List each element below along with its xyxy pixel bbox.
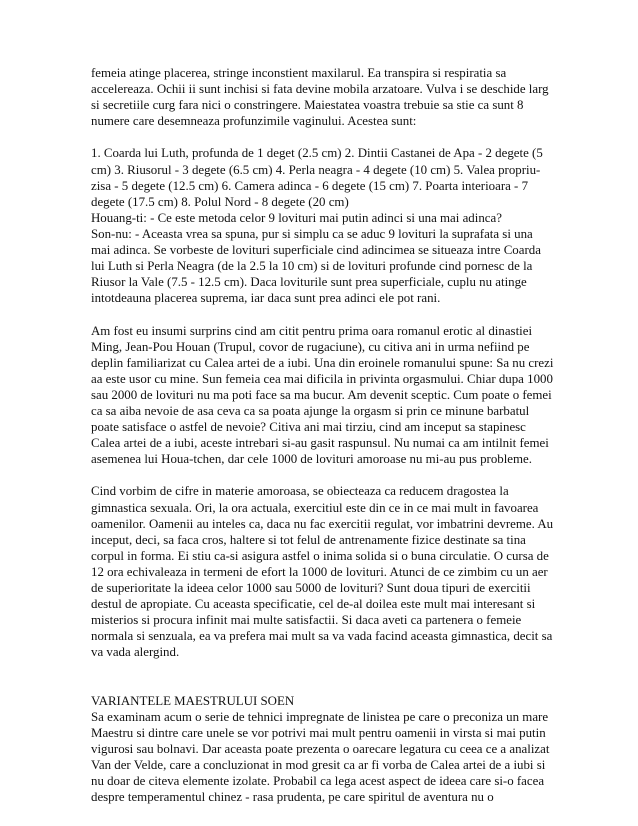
text-line: Maestru si dintre care unele se vor potrivi mai mult pentru oamenii in virsta si mai putin bbox=[91, 725, 546, 740]
text-line: de superioritate la ideea celor 1000 sau 5000 de lovituri? Sunt doua tipuri de exercitii bbox=[91, 581, 531, 595]
text-line: Riusor la Vale (7.5 - 12.5 cm). Daca loviturile sunt prea superficiale, cuplu nu atinge bbox=[91, 275, 527, 290]
text-line: sau 2000 de lovituri nu ma poti face sa ma bucur. Am devenit sceptic. Cum poate o femei bbox=[91, 387, 552, 402]
text-line: oamenilor. Oamenii au inteles ca, daca nu fac exercitii regulat, vor imbatrini devreme. Au bbox=[91, 516, 554, 531]
text-line: ca sa aiba nevoie de asa ceva ca sa poata ajunge la orgasm si prin ce minune barbatul bbox=[91, 403, 530, 418]
text-line: Son-nu: - Aceasta vrea sa spuna, pur si simplu ca se aduc 9 lovituri la suprafata si una bbox=[91, 226, 533, 241]
text-line: accelereaza. Ochii ii sunt inchisi si fata devine mobila arzatoare. Vulva i se deschide larg bbox=[91, 82, 549, 97]
text-line: intotdeauna placerea suprema, iar daca sunt prea adinci ele pot rani. bbox=[91, 291, 441, 306]
text-line: misterios si procura infinit mai multe satisfactii. Si daca aveti ca partenera o femeie bbox=[91, 613, 522, 628]
text-line: 12 ora echivaleaza in termeni de efort la 1000 de lovituri. Atunci de ce zimbim cu un aer bbox=[91, 564, 548, 579]
text-line: mai adinca. Se vorbeste de lovituri superficiale cind adincimea se situeaza intre Coarda bbox=[91, 243, 541, 258]
text-line: Van der Velde, care a concluzionat in mod gresit ca ar fi vorba de Calea artei de a iubi si bbox=[91, 758, 546, 773]
paragraph-soen-variants bbox=[91, 709, 551, 806]
section-spacer bbox=[91, 660, 551, 692]
text-line: Am fost eu insumi surprins cind am citit pentru prima oara romanul erotic al dinastiei bbox=[91, 323, 533, 338]
text-line: cm) 3. Riusorul - 3 degete (6.5 cm) 4. Perla neagra - 4 degete (10 cm) 5. Valea propriu- bbox=[91, 162, 541, 177]
text-line: lui Luth si Perla Neagra (de la 2.5 la 10 cm) si de lovituri profunde cind pornesc de la bbox=[91, 259, 533, 274]
text-line: despre temperamentul chinez - rasa prudenta, pe care spiritul de aventura nu o bbox=[91, 790, 494, 805]
text-line: aa este usor cu mine. Sun femeia cea mai dificila in privinta orgasmului. Chiar dupa 1000 bbox=[91, 371, 553, 386]
text-line: zisa - 5 degete (12.5 cm) 6. Camera adinca - 6 degete (15 cm) 7. Poarta interioara - 7 bbox=[91, 178, 529, 193]
text-line: poate satisface o astfel de nevoie? Citiva ani mai tirziu, cind am inceput sa stapinesc bbox=[91, 420, 526, 435]
text-line: Cind vorbim de cifre in materie amoroasa, se obiecteaza ca reducem dragostea la bbox=[91, 484, 509, 499]
text-line: numere care desemneaza profunzimile vaginului. Acestea sunt: bbox=[91, 114, 417, 129]
text-line: asemenea lui Houa-tchen, dar cele 1000 de lovituri amoroase nu mi-au pus probleme. bbox=[91, 452, 532, 467]
text-line: Sa examinam acum o serie de tehnici impregnate de linistea pe care o preconiza un mare bbox=[91, 709, 549, 724]
paragraph-spacer bbox=[91, 467, 551, 483]
text-line: inceput, deci, sa faca cros, haltere si tot felul de antrenamente fizice destinate sa tina bbox=[91, 532, 526, 547]
paragraph-spacer bbox=[91, 306, 551, 322]
text-line: Ming, Jean-Pou Houan (Trupul, covor de rugaciune), cu citiva ani in urma nefiind pe bbox=[91, 339, 530, 354]
text-line: vigurosi sau bolnavi. Dar aceasta poate prezenta o oarecare legatura cu ceea ce a analizat bbox=[91, 741, 550, 756]
text-line: degete (17.5 cm) 8. Polul Nord - 8 degete (20 cm) bbox=[91, 194, 349, 209]
text-line: normala si senzuala, ea va prefera mai mult sa va vada facind aceasta gimnastica, decit sa bbox=[91, 629, 553, 644]
document-body bbox=[91, 65, 554, 805]
text-line: Calea artei de a iubi, aceste intrebari si-au gasit raspunsul. Nu numai ca am intilnit femei bbox=[91, 436, 549, 451]
paragraph-ming-novel bbox=[91, 323, 554, 468]
paragraph-exercise bbox=[91, 483, 554, 660]
section-heading: VARIANTELE MAESTRULUI SOEN bbox=[91, 693, 295, 708]
text-line: va vada alergind. bbox=[91, 645, 180, 660]
text-line: deplin familiarizat cu Calea artei de a iubi. Una din eroinele romanului spune: Sa nu crezi bbox=[91, 355, 554, 370]
paragraph-spacer bbox=[91, 129, 551, 145]
text-line: Houang-ti: - Ce este metoda celor 9 lovituri mai putin adinci si una mai adinca? bbox=[91, 210, 502, 225]
text-line: 1. Coarda lui Luth, profunda de 1 deget (2.5 cm) 2. Dintii Castanei de Apa - 2 degete (5 bbox=[91, 146, 543, 161]
text-line: si secretiile curg fara nici o constringere. Maiestatea voastra trebuie sa stie ca sunt 8 bbox=[91, 98, 524, 113]
text-line: nu doar de citeva elemente izolate. Probabil ca lega acest aspect de ideea care si-o facea bbox=[91, 774, 545, 789]
text-line: gimnastica sexuala. Ori, la ora actuala, exercitiul este din ce in ce mai mult in favoarea bbox=[91, 500, 539, 515]
text-line: femeia atinge placerea, stringe inconstient maxilarul. Ea transpira si respiratia sa bbox=[91, 66, 507, 80]
paragraph-depths-dialogue bbox=[91, 145, 551, 306]
text-line: destul de apropiate. Cu aceasta specificatie, cel de-al doilea este mult mai interesant si bbox=[91, 597, 536, 612]
text-line: corpul in forma. Ei stiu ca-si asigura astfel o inima solida si o buna circulatie. O cursa de bbox=[91, 548, 549, 563]
paragraph-intro bbox=[91, 65, 551, 129]
